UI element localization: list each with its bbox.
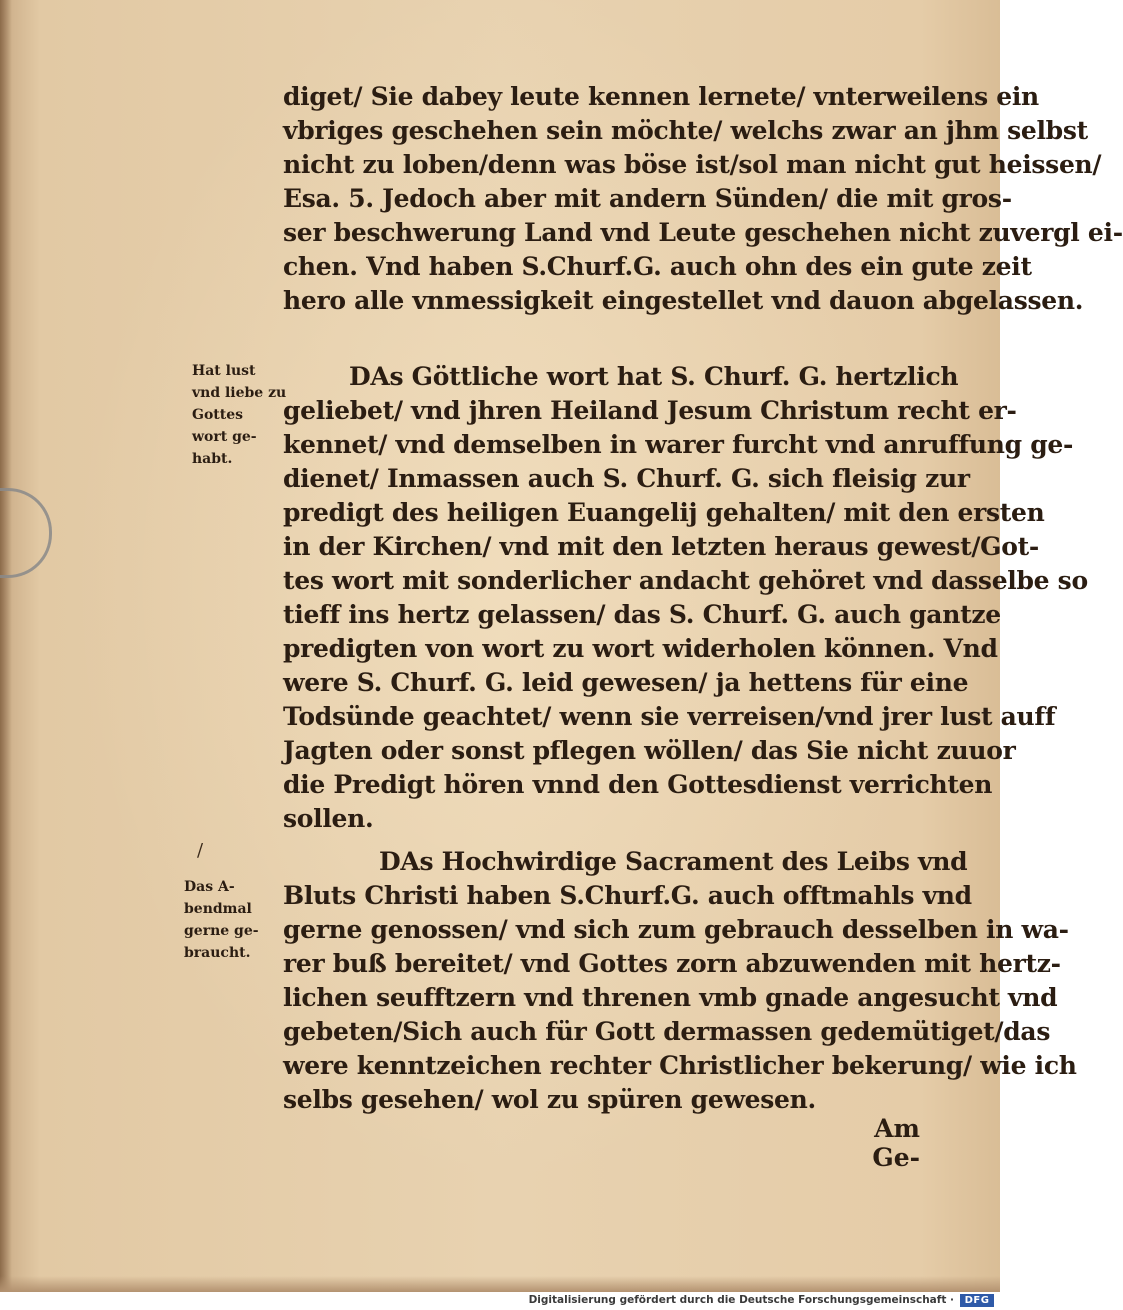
text-line: gerne genossen/ vnd sich zum gebrauch desselben in wa- (283, 915, 1069, 944)
text-line: selbs gesehen/ wol zu spüren gewesen. (283, 1085, 816, 1114)
paragraph (283, 80, 1123, 318)
text-line: sollen. (283, 804, 374, 833)
text-line: hero alle vnmessigkeit eingestellet vnd dauon abgelassen. (283, 286, 1084, 315)
text-line: Bluts Christi haben S.Churf.G. auch offtmahls vnd (283, 881, 972, 910)
text-line: lichen seufftzern vnd threnen vmb gnade angesucht vnd (283, 983, 1058, 1012)
paragraph (283, 360, 1088, 836)
text-line: rer buß bereitet/ vnd Gottes zorn abzuwenden mit hertz- (283, 949, 1061, 978)
text-line: tieff ins hertz gelassen/ das S. Churf. G. auch gantze (283, 600, 1001, 629)
marginal-note-line: Das A- (184, 879, 235, 895)
marginal-note-line: habt. (192, 451, 233, 467)
text-line: predigten von wort zu wort widerholen können. Vnd (283, 634, 998, 663)
marginal-note-line: Hat lust (192, 363, 256, 379)
marginal-note-line: wort ge- (192, 429, 257, 445)
marginal-note-line: Gottes (192, 407, 244, 423)
text-line: die Predigt hören vnnd den Gottesdienst verrichten (283, 770, 993, 799)
text-line: dienet/ Inmassen auch S. Churf. G. sich fleisig zur (283, 464, 970, 493)
dfg-logo: DFG (960, 1294, 994, 1307)
binding-shadow (0, 0, 12, 1292)
catchword: Am Ge- (872, 1114, 920, 1172)
page-edge (0, 1276, 1000, 1292)
text-line: kennet/ vnd demselben in warer furcht vnd anruffung ge- (283, 430, 1074, 459)
text-line: were kenntzeichen rechter Christlicher bekerung/ wie ich (283, 1051, 1077, 1080)
text-line: ser beschwerung Land vnd Leute geschehen nicht zuvergl ei- (283, 218, 1123, 247)
marginal-note-line: gerne ge- (184, 923, 259, 939)
text-line: tes wort mit sonderlicher andacht gehöret vnd dasselbe so (283, 566, 1088, 595)
stray-mark: / (197, 840, 204, 861)
text-line: predigt des heiligen Euangelij gehalten/ mit den ersten (283, 498, 1045, 527)
text-line: Todsünde geachtet/ wenn sie verreisen/vnd jrer lust auff (283, 702, 1056, 731)
text-line: were S. Churf. G. leid gewesen/ ja hettens für eine (283, 668, 969, 697)
text-line: chen. Vnd haben S.Churf.G. auch ohn des ein gute zeit (283, 252, 1032, 281)
footer-bar (0, 1292, 1000, 1310)
text-line: vbriges geschehen sein möchte/ welchs zwar an jhm selbst (283, 116, 1088, 145)
paper-clip (0, 488, 52, 578)
marginal-note-line: bendmal (184, 901, 252, 917)
text-line: DAs Hochwirdige Sacrament des Leibs vnd (379, 847, 968, 876)
marginal-note (184, 876, 294, 964)
marginal-note-line: vnd liebe zu (192, 385, 287, 401)
text-line: gebeten/Sich auch für Gott dermassen gedemütiget/das (283, 1017, 1051, 1046)
funding-credit: Digitalisierung gefördert durch die Deutsche Forschungsgemeinschaft · (528, 1294, 954, 1306)
marginal-note-line: braucht. (184, 945, 251, 961)
text-line: Esa. 5. Jedoch aber mit andern Sünden/ die mit gros- (283, 184, 1012, 213)
text-line: Jagten oder sonst pflegen wöllen/ das Sie nicht zuuor (283, 736, 1016, 765)
text-line: nicht zu loben/denn was böse ist/sol man nicht gut heissen/ (283, 150, 1102, 179)
text-line: in der Kirchen/ vnd mit den letzten heraus gewest/Got- (283, 532, 1039, 561)
text-line: geliebet/ vnd jhren Heiland Jesum Christum recht er- (283, 396, 1017, 425)
text-line: DAs Göttliche wort hat S. Churf. G. hertzlich (349, 362, 959, 391)
text-line: diget/ Sie dabey leute kennen lernete/ vnterweilens ein (283, 82, 1039, 111)
paragraph (283, 845, 1077, 1117)
